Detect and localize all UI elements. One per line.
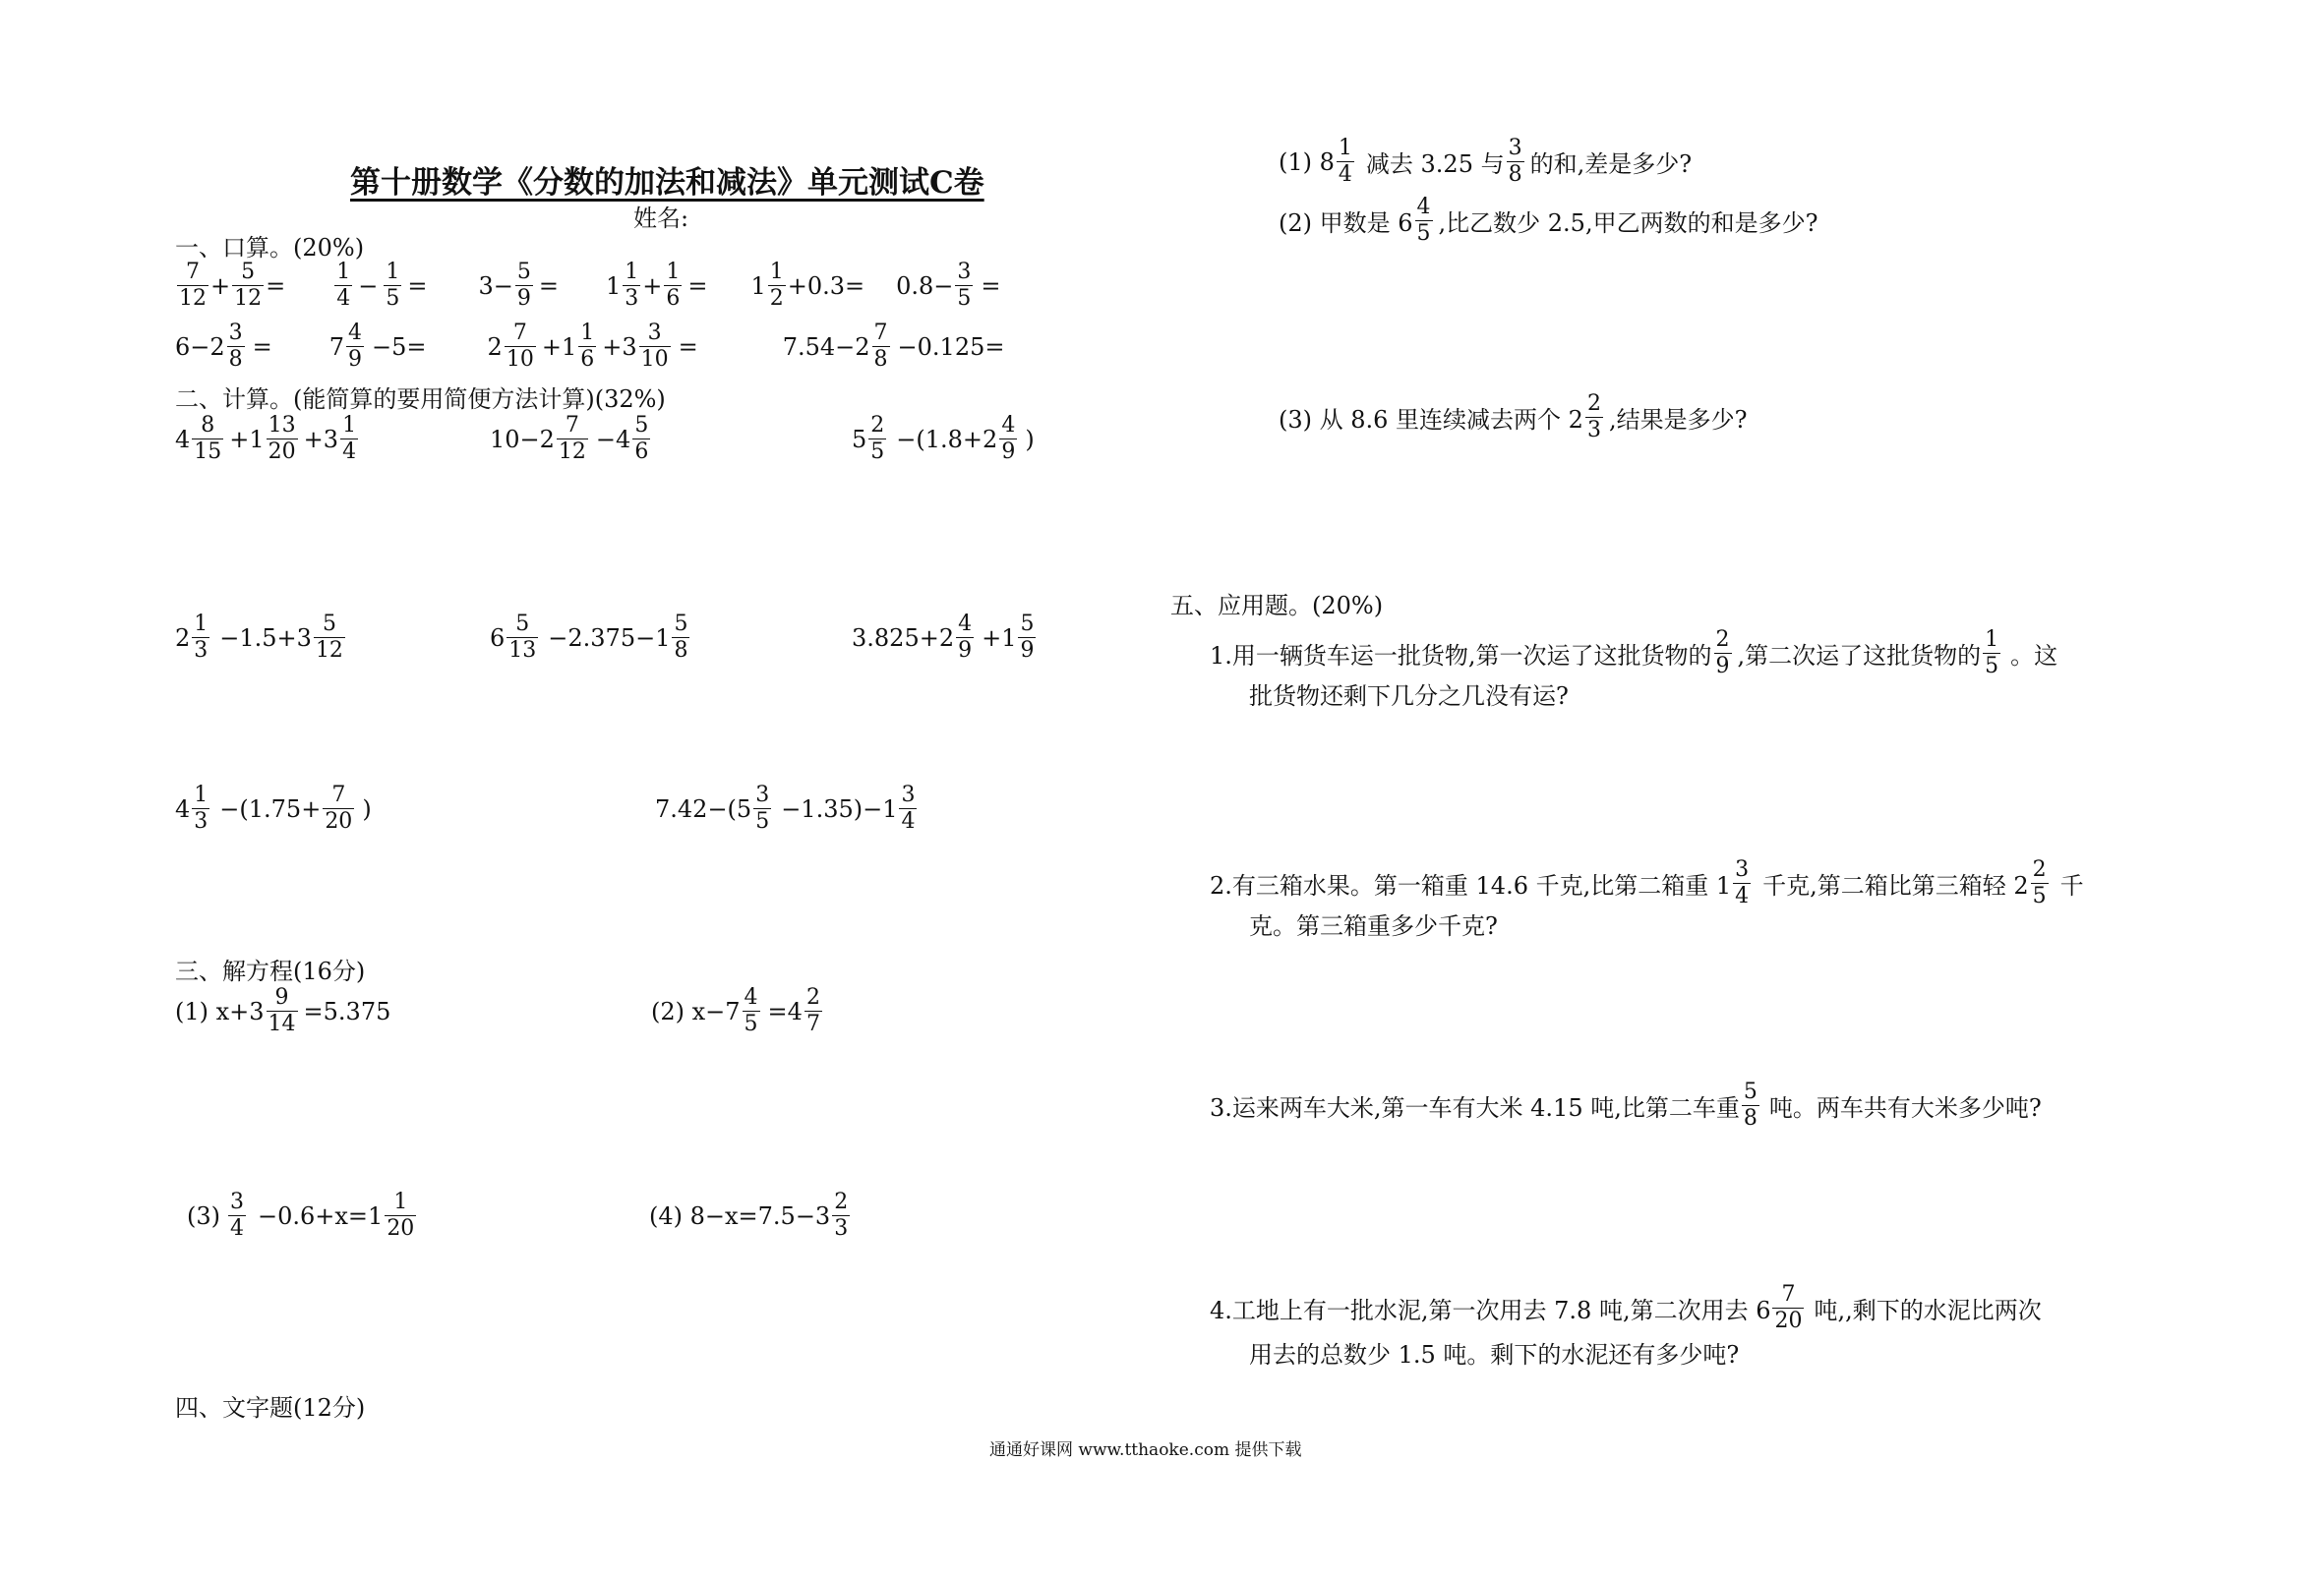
fraction: $\frac{5}{12}$ — [315, 612, 343, 663]
fraction: $\frac{1}{6}$ — [666, 260, 681, 311]
oral-row-1: $\frac{7}{12}$ + $\frac{5}{12}$ = $\frac{1}{4}$ − $\frac{1}{5}$ = 3− $\frac{5}{9}$ = 1 $\frac{1}{3}$ + $\frac{1}{6}$ = 1 $\frac{1}{2}$ +0.3= 0.8− $\frac{3}{5}$ = — [179, 260, 1001, 311]
fraction: $\frac{2}{3}$ — [1586, 391, 1601, 442]
fraction: $\frac{3}{10}$ — [640, 321, 669, 372]
fraction: $\frac{3}{4}$ — [901, 783, 916, 834]
application-problem-2: 2.有三箱水果。第一箱重 14.6 千克,比第二箱重 1 $\frac{3}{4}$ 千克,第二箱比第三箱轻 2 $\frac{2}{5}$ 千 — [1210, 857, 2084, 908]
fraction: $\frac{2}{7}$ — [805, 985, 820, 1036]
name-label: 姓名: — [633, 205, 689, 232]
fraction: $\frac{5}{6}$ — [634, 413, 649, 464]
fraction: $\frac{2}{3}$ — [834, 1190, 849, 1241]
fraction: $\frac{2}{5}$ — [2032, 857, 2047, 908]
fraction: $\frac{1}{5}$ — [1985, 627, 1999, 678]
calc-problem-5: 6 $\frac{5}{13}$ −2.375−1 $\frac{5}{8}$ — [490, 612, 688, 663]
word-problem-1: (1) 8 $\frac{1}{4}$ 减去 3.25 与 $\frac{3}{8}$ 的和,差是多少? — [1279, 136, 1693, 187]
application-problem-4-line2: 用去的总数少 1.5 吨。剩下的水泥还有多少吨? — [1249, 1341, 1740, 1369]
fraction: $\frac{3}{5}$ — [755, 783, 770, 834]
fraction: $\frac{9}{14}$ — [268, 985, 296, 1036]
page-title: 第十册数学《分数的加法和减法》单元测试C卷 — [350, 165, 984, 201]
fraction: $\frac{4}{5}$ — [744, 985, 758, 1036]
fraction: $\frac{1}{2}$ — [769, 260, 784, 311]
fraction: $\frac{4}{9}$ — [1001, 413, 1016, 464]
fraction: $\frac{1}{5}$ — [386, 260, 400, 311]
oral-row-2: 6−2 $\frac{3}{8}$ = 7 $\frac{4}{9}$ −5= 2 $\frac{7}{10}$ +1 $\frac{1}{6}$ +3 $\frac{3}{10}$ = 7.54−2 $\frac{7}{8}$ −0.125= — [175, 321, 1005, 372]
equation-1: (1) x+3 $\frac{9}{14}$ =5.375 — [175, 985, 391, 1036]
fraction: $\frac{4}{9}$ — [958, 612, 973, 663]
fraction: $\frac{1}{3}$ — [194, 612, 209, 663]
fraction: $\frac{2}{5}$ — [870, 413, 885, 464]
fraction: $\frac{1}{20}$ — [387, 1190, 415, 1241]
section-2-heading: 二、计算。(能简算的要用简便方法计算)(32%) — [175, 385, 666, 413]
fraction: $\frac{7}{20}$ — [325, 783, 353, 834]
fraction: $\frac{7}{8}$ — [873, 321, 888, 372]
application-problem-2-line2: 克。第三箱重多少千克? — [1249, 912, 1498, 940]
fraction: $\frac{5}{13}$ — [508, 612, 537, 663]
word-problem-2: (2) 甲数是 6 $\frac{4}{5}$ ,比乙数少 2.5,甲乙两数的和是多少? — [1279, 195, 1818, 246]
fraction: $\frac{1}{4}$ — [342, 413, 357, 464]
fraction: $\frac{2}{9}$ — [1715, 627, 1730, 678]
application-problem-1: 1.用一辆货车运一批货物,第一次运了这批货物的 $\frac{2}{9}$ ,第二次运了这批货物的 $\frac{1}{5}$ 。这 — [1210, 627, 2058, 678]
fraction: $\frac{7}{12}$ — [179, 260, 207, 311]
calc-problem-7: 4 $\frac{1}{3}$ −(1.75+ $\frac{7}{20}$ ) — [175, 783, 372, 834]
fraction: $\frac{8}{15}$ — [194, 413, 222, 464]
section-3-heading: 三、解方程(16分) — [175, 958, 366, 985]
fraction: $\frac{4}{5}$ — [1416, 195, 1431, 246]
calc-problem-8: 7.42−(5 $\frac{3}{5}$ −1.35)−1 $\frac{3}{4}$ — [655, 783, 916, 834]
fraction: $\frac{4}{9}$ — [348, 321, 363, 372]
fraction: $\frac{3}{8}$ — [1508, 136, 1522, 187]
fraction: $\frac{7}{20}$ — [1774, 1282, 1803, 1333]
equation-3: (3) $\frac{3}{4}$ −0.6+x=1 $\frac{1}{20}$ — [187, 1190, 415, 1241]
fraction: $\frac{1}{4}$ — [336, 260, 351, 311]
fraction: $\frac{13}{20}$ — [268, 413, 296, 464]
section-1-heading: 一、口算。(20%) — [175, 234, 365, 262]
application-problem-3: 3.运来两车大米,第一车有大米 4.15 吨,比第二车重 $\frac{5}{8}$ 吨。两车共有大米多少吨? — [1210, 1080, 2042, 1131]
fraction: $\frac{7}{10}$ — [506, 321, 534, 372]
fraction: $\frac{3}{5}$ — [957, 260, 972, 311]
section-4-heading: 四、文字题(12分) — [175, 1394, 366, 1422]
fraction: $\frac{1}{4}$ — [1338, 136, 1352, 187]
calc-problem-3: 5 $\frac{2}{5}$ −(1.8+2 $\frac{4}{9}$ ) — [852, 413, 1035, 464]
application-problem-4: 4.工地上有一批水泥,第一次用去 7.8 吨,第二次用去 6 $\frac{7}{20}$ 吨,,剩下的水泥比两次 — [1210, 1282, 2042, 1333]
fraction: $\frac{3}{4}$ — [1735, 857, 1750, 908]
fraction: $\frac{3}{4}$ — [230, 1190, 244, 1241]
fraction: $\frac{3}{8}$ — [228, 321, 243, 372]
word-problem-3: (3) 从 8.6 里连续减去两个 2 $\frac{2}{3}$ ,结果是多少? — [1279, 391, 1748, 442]
fraction: $\frac{5}{9}$ — [1020, 612, 1035, 663]
fraction: $\frac{5}{9}$ — [516, 260, 531, 311]
section-5-heading: 五、应用题。(20%) — [1170, 592, 1384, 619]
fraction: $\frac{1}{3}$ — [194, 783, 209, 834]
calc-problem-1: 4 $\frac{8}{15}$ +1 $\frac{13}{20}$ +3 $\frac{1}{4}$ — [175, 413, 357, 464]
calc-problem-4: 2 $\frac{1}{3}$ −1.5+3 $\frac{5}{12}$ — [175, 612, 343, 663]
equation-4: (4) 8−x=7.5−3 $\frac{2}{3}$ — [649, 1190, 849, 1241]
calc-problem-2: 10−2 $\frac{7}{12}$ −4 $\frac{5}{6}$ — [490, 413, 649, 464]
fraction: $\frac{7}{12}$ — [558, 413, 586, 464]
fraction: $\frac{5}{12}$ — [234, 260, 263, 311]
calc-problem-6: 3.825+2 $\frac{4}{9}$ +1 $\frac{5}{9}$ — [852, 612, 1035, 663]
equation-2: (2) x−7 $\frac{4}{5}$ =4 $\frac{2}{7}$ — [651, 985, 820, 1036]
fraction: $\frac{1}{3}$ — [625, 260, 639, 311]
fraction: $\frac{5}{8}$ — [1743, 1080, 1758, 1131]
fraction: $\frac{5}{8}$ — [674, 612, 688, 663]
footer-credit: 通通好课网 www.tthaoke.com 提供下载 — [989, 1440, 1302, 1460]
fraction: $\frac{1}{6}$ — [580, 321, 595, 372]
application-problem-1-line2: 批货物还剩下几分之几没有运? — [1249, 682, 1569, 710]
